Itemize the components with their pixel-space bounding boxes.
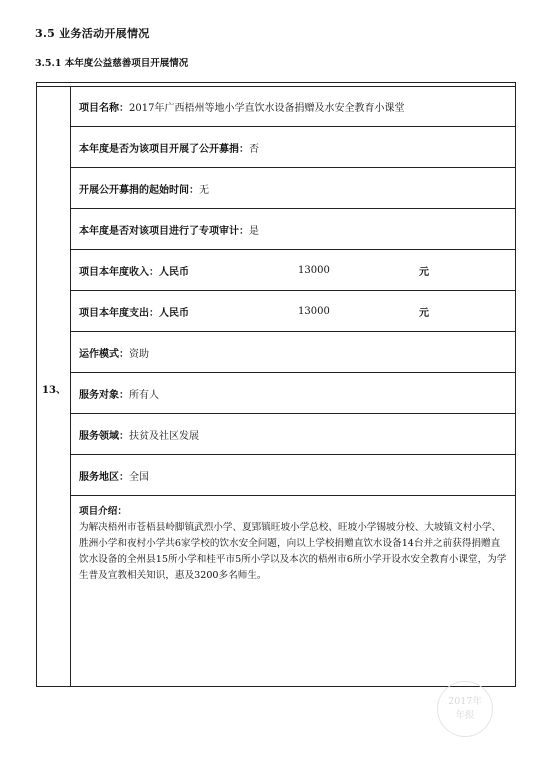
operation-mode-label: 运作模式： [79,348,129,360]
stamp-label: 年报 [455,710,475,721]
expense-label: 项目本年度支出：人民币 [79,307,189,319]
public-fundraising-label: 本年度是否为该项目开展了公开募捐： [79,143,249,155]
service-field-row [71,414,515,455]
project-name-row [71,86,515,127]
service-target-row [71,373,515,414]
stamp-year: 2017年 [448,696,482,707]
section-heading: 3.5 业务活动开展情况 [35,27,150,40]
service-target-value: 所有人 [129,389,159,401]
income-row [71,250,515,291]
service-target-label: 服务对象： [79,389,129,401]
expense-amount: 13000 [298,305,330,317]
record-number: 13、 [42,385,66,396]
project-name-value: 2017年广西梧州等地小学直饮水设备捐赠及水安全教育小课堂 [129,102,405,114]
operation-mode-row [71,332,515,373]
fundraising-start-label: 开展公开募捐的起始时间： [79,184,199,196]
service-region-value: 全国 [129,471,149,483]
subsection-heading: 3.5.1 本年度公益慈善项目开展情况 [35,58,189,69]
project-record-table [36,82,516,687]
project-name-label: 项目名称： [79,102,129,114]
income-amount: 13000 [298,264,330,276]
fundraising-start-row [71,168,515,209]
income-unit: 元 [419,266,429,278]
project-intro-label: 项目介绍： [79,506,127,517]
expense-row [71,291,515,332]
record-rows [71,86,515,686]
project-intro [71,496,515,584]
operation-mode-value: 资助 [129,348,149,360]
service-region-row [71,455,515,496]
expense-unit: 元 [419,307,429,319]
special-audit-value: 是 [249,225,259,237]
public-fundraising-value: 否 [249,143,259,155]
special-audit-row [71,209,515,250]
annual-report-stamp [437,681,493,737]
project-intro-text: 为解决梧州市苍梧县岭脚镇武烈小学、夏郢镇旺坡小学总校、旺坡小学锡坡分校、大坡镇文村小学、胜洲小学和夜村小学共6家学校的饮水安全问题，向以上学校捐赠直饮水设备14台并之前获得捐赠直饮水设备的全州县15所小学和桂平市5所小学以及本次的梧州市6所小学开设水安全教育小课堂，为学生普及宣教相关知识，惠及3200多名师生。 [79,522,507,581]
special-audit-label: 本年度是否对该项目进行了专项审计： [79,225,249,237]
income-label: 项目本年度收入：人民币 [79,266,189,278]
service-region-label: 服务地区： [79,471,129,483]
public-fundraising-row [71,127,515,168]
service-field-label: 服务领域： [79,430,129,442]
service-field-value: 扶贫及社区发展 [129,430,199,442]
fundraising-start-value: 无 [199,184,209,196]
